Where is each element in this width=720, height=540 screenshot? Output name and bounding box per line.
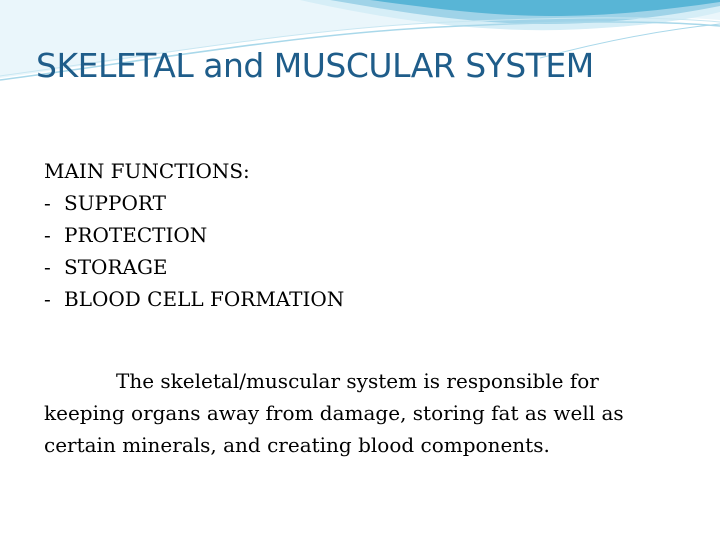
list-item bbox=[44, 283, 684, 315]
function-label: SUPPORT bbox=[64, 191, 166, 215]
functions-heading: MAIN FUNCTIONS: bbox=[44, 159, 250, 183]
bullet-dash: - bbox=[44, 287, 51, 311]
slide-content bbox=[44, 155, 684, 461]
description-paragraph: The skeletal/muscular system is responsible for keeping organs away from damage, storing fat as well as certain minerals, and creating blood components. bbox=[44, 369, 624, 457]
function-label: PROTECTION bbox=[64, 223, 208, 247]
list-item bbox=[44, 251, 684, 283]
bullet-dash: - bbox=[44, 223, 51, 247]
slide-title: SKELETAL and MUSCULAR SYSTEM bbox=[36, 46, 594, 85]
function-label: BLOOD CELL FORMATION bbox=[64, 287, 345, 311]
list-item bbox=[44, 187, 684, 219]
function-label: STORAGE bbox=[64, 255, 168, 279]
functions-list bbox=[44, 187, 684, 315]
list-item bbox=[44, 219, 684, 251]
bullet-dash: - bbox=[44, 255, 51, 279]
bullet-dash: - bbox=[44, 191, 51, 215]
